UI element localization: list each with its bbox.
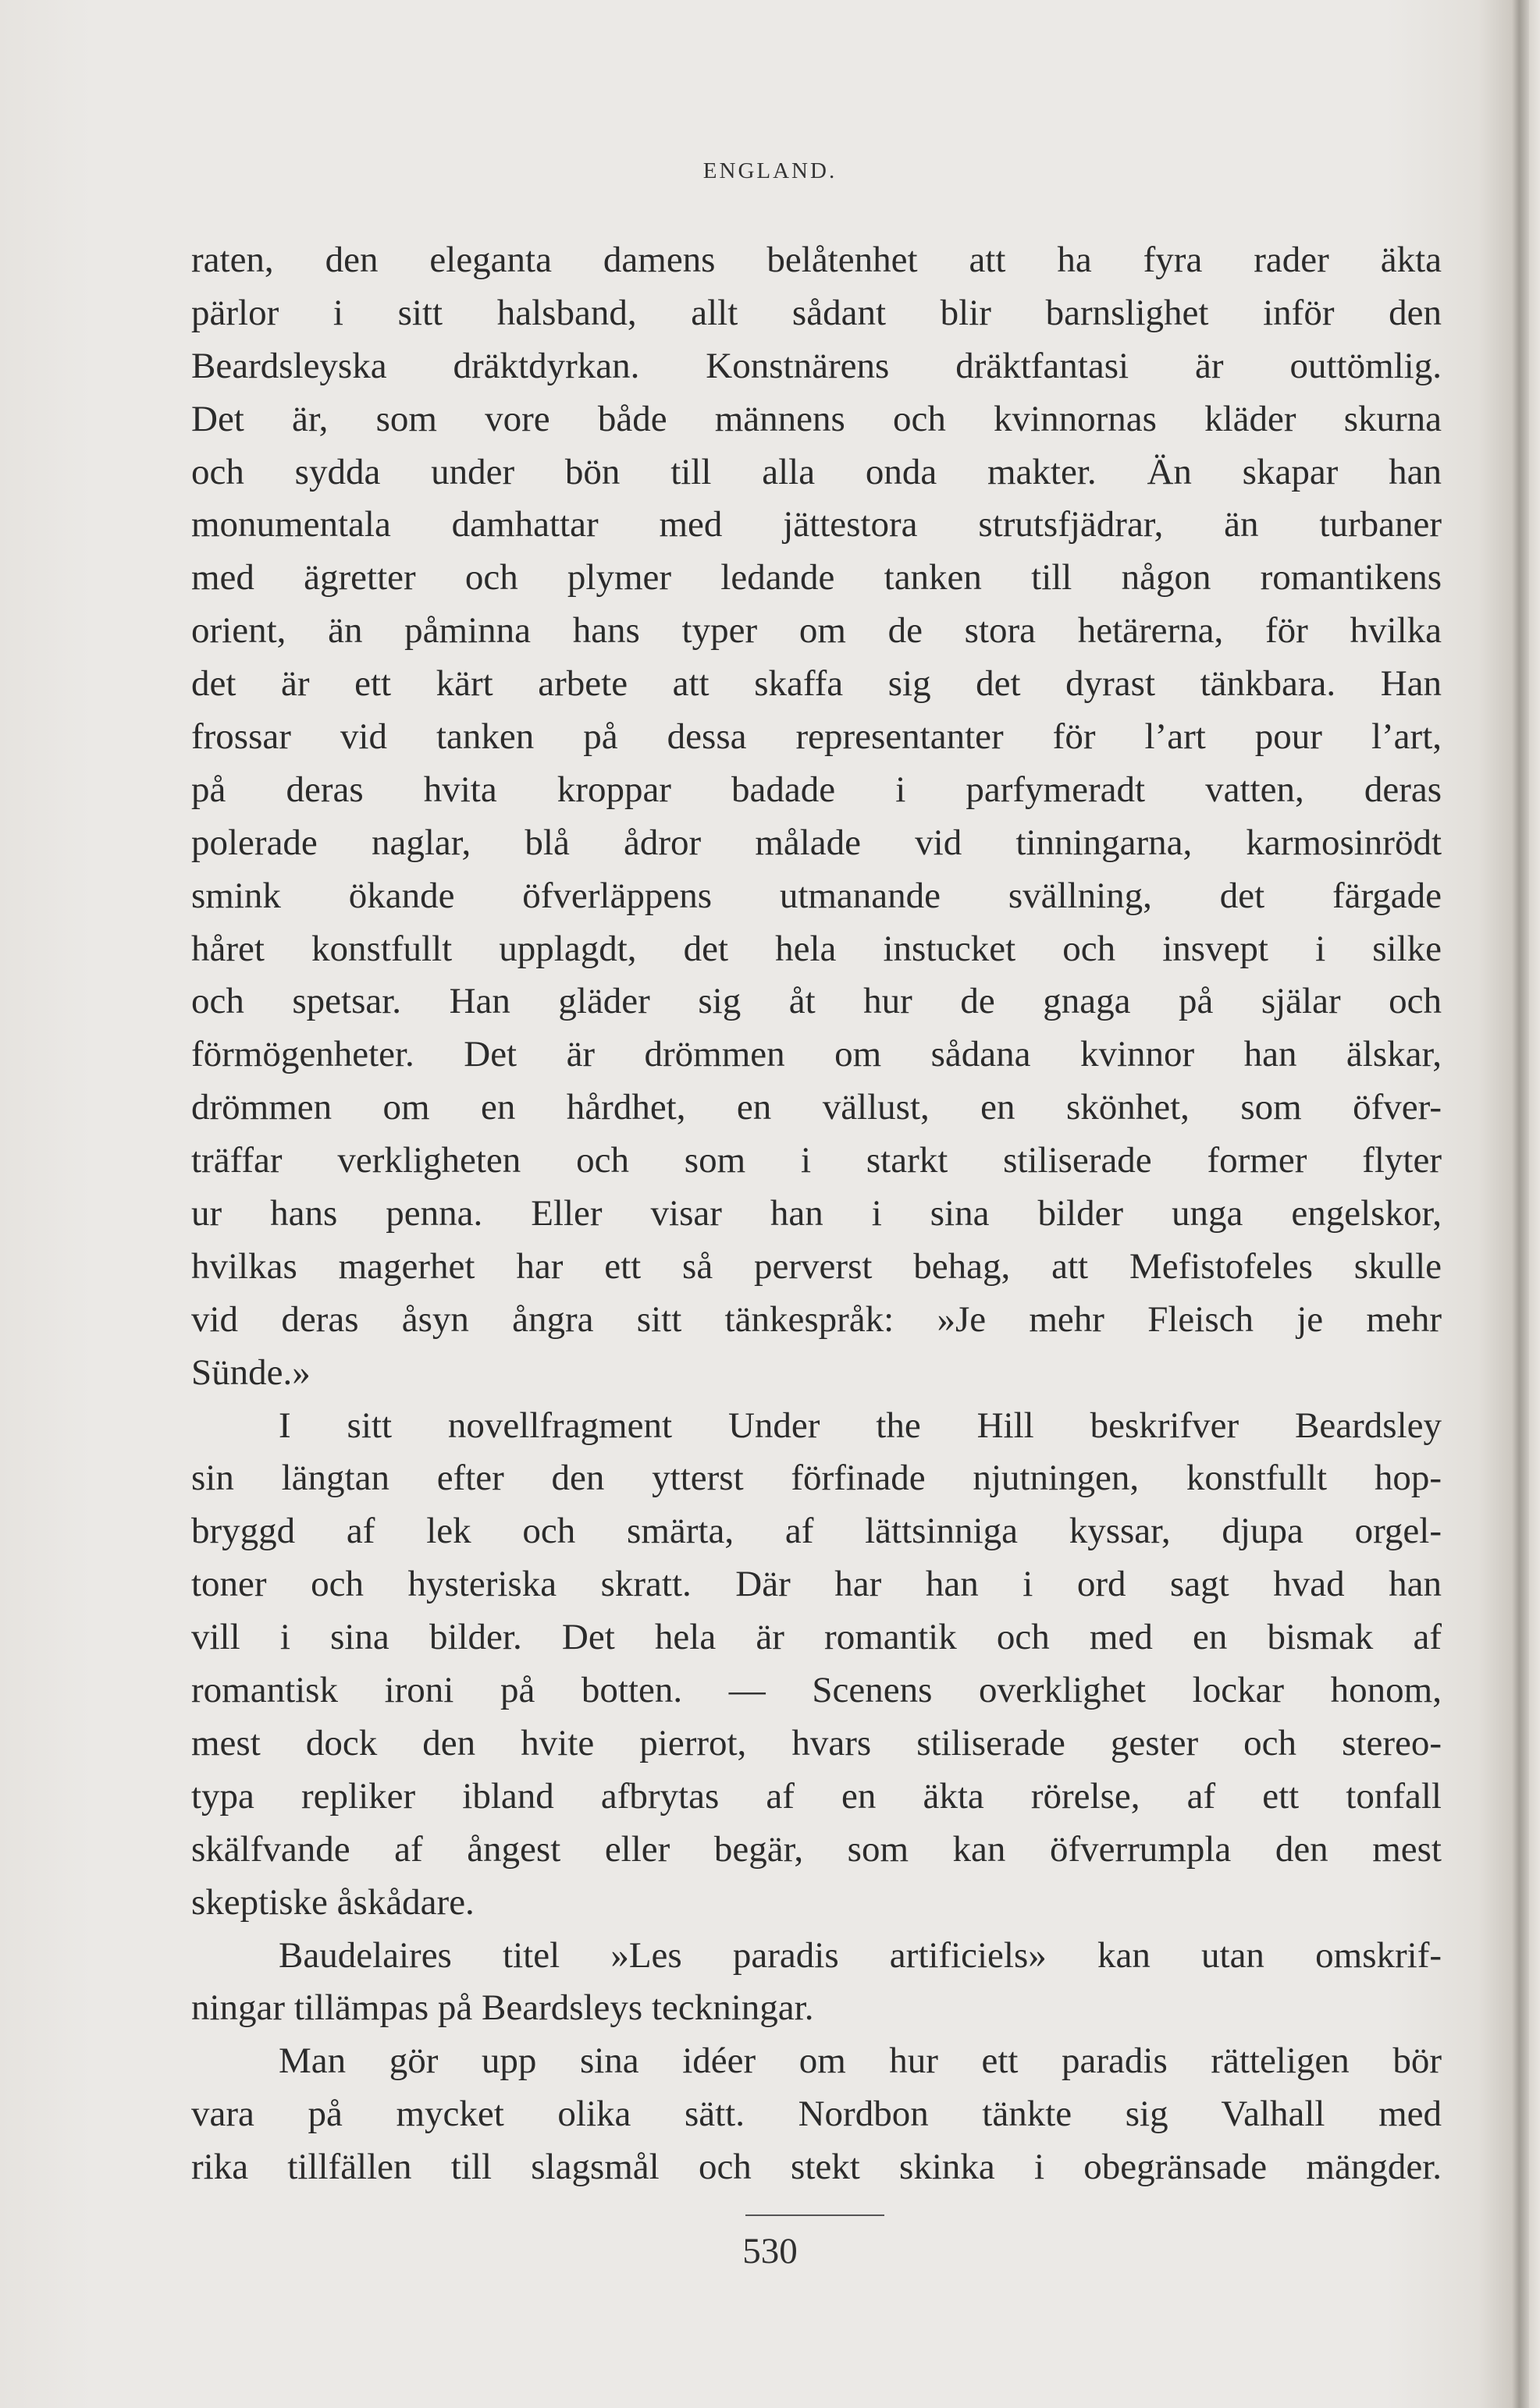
text-line: håret konstfullt upplagdt, det hela instucket och insvept i silke — [191, 928, 1442, 969]
text-line: orient, än påminna hans typer om de stora hetärerna, för hvilka — [191, 610, 1442, 652]
text-line: drömmen om en hårdhet, en vällust, en skönhet, som öfver- — [191, 1087, 1442, 1128]
text-line: vill i sina bilder. Det hela är romantik och med en bismak af — [191, 1617, 1442, 1658]
text-line: ur hans penna. Eller visar han i sina bilder unga engelskor, — [191, 1193, 1442, 1234]
text-line: romantisk ironi på botten. — Scenens overklighet lockar honom, — [191, 1670, 1442, 1711]
text-line: Man gör upp sina idéer om hur ett paradis rätteligen bör — [279, 2040, 1442, 2082]
text-line: Sünde.» — [191, 1351, 311, 1393]
text-line: hvilkas magerhet har ett så perverst behag, att Mefistofeles skulle — [191, 1245, 1442, 1287]
text-line: toner och hysteriska skratt. Där har han i ord sagt hvad han — [191, 1564, 1442, 1605]
text-line: Baudelaires titel »Les paradis artificiels» kan utan omskrif- — [279, 1934, 1442, 1976]
text-line: vara på mycket olika sätt. Nordbon tänkte sig Valhall med — [191, 2094, 1442, 2135]
text-line: smink ökande öfverläppens utmanande svällning, det färgade — [191, 875, 1442, 916]
text-line: bryggd af lek och smärta, af lättsinniga kyssar, djupa orgel- — [191, 1511, 1442, 1552]
text-line: och sydda under bön till alla onda makter. Än skapar han — [191, 451, 1442, 492]
text-line: sin längtan efter den ytterst förfinade njutningen, konstfullt hop- — [191, 1458, 1442, 1499]
text-line: och spetsar. Han gläder sig åt hur de gnaga på själar och — [191, 981, 1442, 1022]
text-line: raten, den eleganta damens belåtenhet att ha fyra rader äkta — [191, 240, 1442, 280]
running-head: ENGLAND. — [702, 158, 838, 183]
text-line: Det är, som vore både männens och kvinnornas kläder skurna — [191, 398, 1442, 439]
text-line: det är ett kärt arbete att skaffa sig det dyrast tänkbara. Han — [191, 663, 1442, 705]
text-line: mest dock den hvite pierrot, hvars stiliserade gester och stereo- — [191, 1722, 1442, 1763]
text-line: frossar vid tanken på dessa representanter för l’art pour l’art, — [191, 716, 1442, 758]
text-line: skeptiske åskådare. — [191, 1881, 475, 1923]
text-line: Beardsleyska dräktdyrkan. Konstnärens dräktfantasi är outtömlig. — [191, 345, 1442, 386]
text-line: ningar tillämpas på Beardsleys teckningar. — [191, 1987, 814, 2029]
text-line: I sitt novellfragment Under the Hill beskrifver Beardsley — [279, 1405, 1442, 1446]
text-line: förmögenheter. Det är drömmen om sådana kvinnor han älskar, — [191, 1034, 1442, 1075]
page-gutter-shadow — [1512, 0, 1529, 2408]
text-line: monumentala damhattar med jättestora strutsfjädrar, än turbaner — [191, 504, 1442, 545]
footer-rule — [745, 2214, 884, 2216]
text-line: typa repliker ibland afbrytas af en äkta rörelse, af ett tonfall — [191, 1775, 1442, 1817]
text-line: vid deras åsyn ångra sitt tänkespråk: »Je mehr Fleisch je mehr — [191, 1298, 1442, 1340]
text-line: på deras hvita kroppar badade i parfymeradt vatten, deras — [191, 769, 1442, 810]
body-text — [191, 234, 1442, 2194]
text-line: rika tillfällen till slagsmål och stekt skinka i obegränsade mängder. — [191, 2147, 1442, 2188]
page-number: 530 — [742, 2231, 798, 2271]
text-line: polerade naglar, blå ådror målade vid tinningarna, karmosinrödt — [191, 822, 1442, 863]
text-line: pärlor i sitt halsband, allt sådant blir barnslighet inför den — [191, 292, 1442, 333]
text-line: med ägretter och plymer ledande tanken till någon romantikens — [191, 557, 1442, 598]
text-line: träffar verkligheten och som i starkt stiliserade former flyter — [191, 1140, 1442, 1181]
text-line: skälfvande af ångest eller begär, som kan öfverrumpla den mest — [191, 1828, 1442, 1870]
